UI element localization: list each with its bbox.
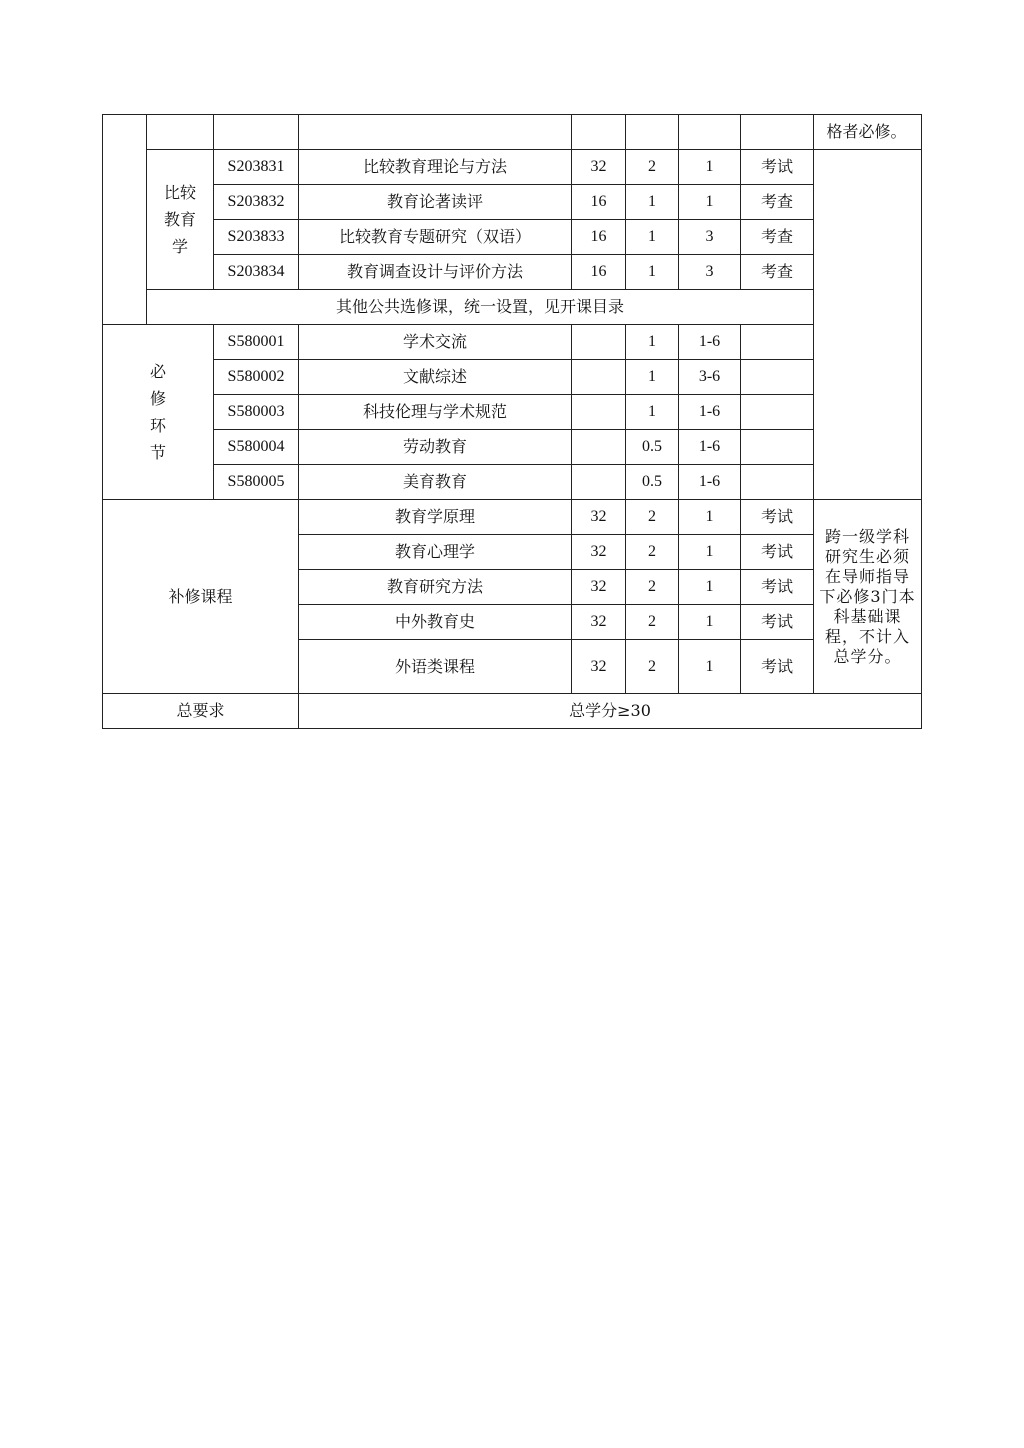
empty-cell [147,115,214,150]
course-hours: 16 [572,220,626,255]
empty-cell [741,115,814,150]
course-code: S580001 [214,325,299,360]
course-assessment [741,325,814,360]
table-row [103,220,922,255]
course-credits: 2 [626,150,679,185]
course-code: S203832 [214,185,299,220]
category-cell: 补修课程 [103,500,299,694]
table-row [103,255,922,290]
course-code: S203833 [214,220,299,255]
remarks-cell [814,150,922,500]
course-credits: 2 [626,605,679,640]
course-assessment: 考查 [741,220,814,255]
category-label: 比较教育学 [163,183,196,256]
course-semester: 3 [679,220,741,255]
course-hours [572,395,626,430]
course-assessment [741,430,814,465]
course-hours [572,360,626,395]
total-row [103,694,922,729]
course-hours: 16 [572,185,626,220]
course-name: 学术交流 [299,325,572,360]
course-hours [572,325,626,360]
category-cell [103,325,214,500]
course-code: S203831 [214,150,299,185]
course-assessment: 考查 [741,255,814,290]
course-hours: 16 [572,255,626,290]
course-assessment: 考查 [741,185,814,220]
course-hours: 32 [572,605,626,640]
course-code: S580003 [214,395,299,430]
course-name: 外语类课程 [299,640,572,694]
total-label: 总要求 [103,694,299,729]
course-name: 美育教育 [299,465,572,500]
course-code: S580005 [214,465,299,500]
course-credits: 0.5 [626,465,679,500]
course-hours: 32 [572,500,626,535]
course-hours [572,430,626,465]
course-plan-table [102,114,922,729]
table-row [103,465,922,500]
course-semester: 1 [679,570,741,605]
course-credits: 1 [626,255,679,290]
table-row [103,395,922,430]
course-name: 教育心理学 [299,535,572,570]
continuation-row [103,115,922,150]
course-name: 科技伦理与学术规范 [299,395,572,430]
course-assessment: 考试 [741,570,814,605]
empty-cell [679,115,741,150]
course-assessment: 考试 [741,150,814,185]
course-semester: 1-6 [679,465,741,500]
course-credits: 2 [626,535,679,570]
category-label: 必修环节 [149,362,166,462]
course-assessment: 考试 [741,535,814,570]
course-hours: 32 [572,535,626,570]
course-semester: 3 [679,255,741,290]
public-electives-row [103,290,922,325]
course-credits: 1 [626,220,679,255]
course-hours: 32 [572,640,626,694]
table-row [103,360,922,395]
course-hours: 32 [572,150,626,185]
course-semester: 1-6 [679,430,741,465]
continued-note: 格者必修。 [814,115,922,150]
course-name: 教育调查设计与评价方法 [299,255,572,290]
table-row [103,325,922,360]
course-semester: 1 [679,605,741,640]
course-credits: 1 [626,395,679,430]
course-name: 教育学原理 [299,500,572,535]
outer-category-cell [103,115,147,325]
empty-cell [299,115,572,150]
table-row [103,430,922,465]
course-credits: 2 [626,570,679,605]
total-value: 总学分≥30 [299,694,922,729]
course-name: 比较教育理论与方法 [299,150,572,185]
course-semester: 1-6 [679,325,741,360]
course-name: 劳动教育 [299,430,572,465]
course-name: 比较教育专题研究（双语） [299,220,572,255]
course-hours [572,465,626,500]
course-credits: 2 [626,640,679,694]
course-name: 中外教育史 [299,605,572,640]
category-cell [147,150,214,290]
course-assessment: 考试 [741,605,814,640]
course-name: 教育论著读评 [299,185,572,220]
course-code: S580002 [214,360,299,395]
course-credits: 0.5 [626,430,679,465]
empty-cell [572,115,626,150]
course-name: 文献综述 [299,360,572,395]
course-assessment [741,395,814,430]
course-assessment: 考试 [741,500,814,535]
course-semester: 1 [679,150,741,185]
course-assessment [741,465,814,500]
course-semester: 1 [679,535,741,570]
table-row [103,150,922,185]
table-row [103,185,922,220]
course-code: S580004 [214,430,299,465]
course-code: S203834 [214,255,299,290]
course-credits: 2 [626,500,679,535]
public-electives-note: 其他公共选修课，统一设置，见开课目录 [147,290,814,325]
course-assessment: 考试 [741,640,814,694]
course-semester: 1 [679,640,741,694]
empty-cell [214,115,299,150]
course-semester: 3-6 [679,360,741,395]
course-semester: 1 [679,500,741,535]
course-hours: 32 [572,570,626,605]
course-semester: 1-6 [679,395,741,430]
empty-cell [626,115,679,150]
course-credits: 1 [626,360,679,395]
course-name: 教育研究方法 [299,570,572,605]
supplementary-note: 跨一级学科研究生必须在导师指导下必修3门本科基础课程，不计入总学分。 [814,500,922,694]
table-row [103,500,922,535]
course-credits: 1 [626,325,679,360]
course-credits: 1 [626,185,679,220]
course-semester: 1 [679,185,741,220]
course-assessment [741,360,814,395]
